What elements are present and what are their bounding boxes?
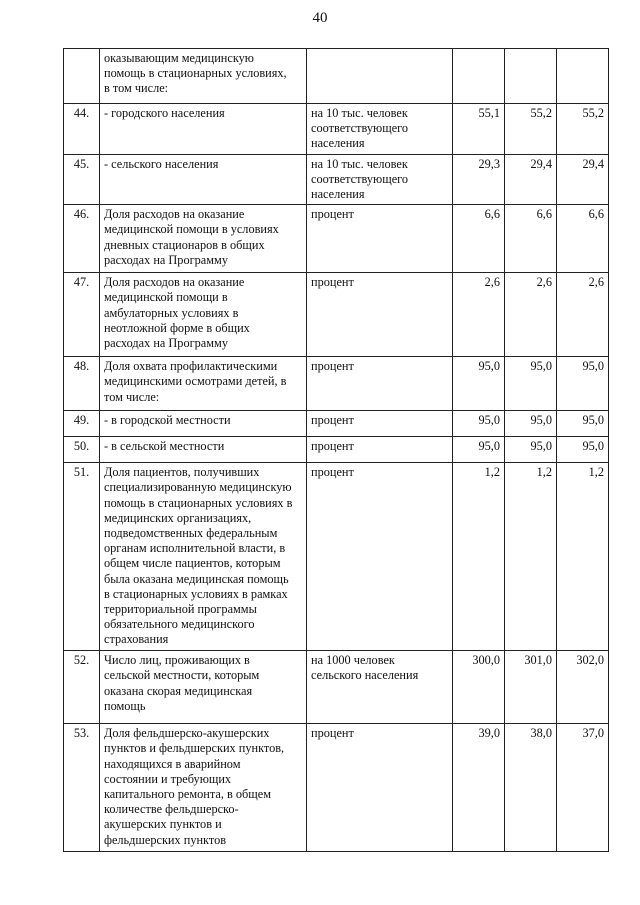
row-number: 46. xyxy=(64,205,100,273)
row-number xyxy=(64,49,100,104)
table-row xyxy=(64,104,609,155)
table-row xyxy=(64,154,609,205)
unit-of-measure: процент xyxy=(307,357,453,411)
value-year-3: 55,2 xyxy=(557,104,609,155)
value-year-3: 2,6 xyxy=(557,273,609,357)
value-year-1: 1,2 xyxy=(453,463,505,651)
indicator-name: - в сельской местности xyxy=(100,437,307,463)
indicator-name: - в городской местности xyxy=(100,411,307,437)
indicator-name: Доля охвата профилактическими медицинскими осмотрами детей, в том числе: xyxy=(100,357,307,411)
indicator-name: Число лиц, проживающих в сельской местности, которым оказана скорая медицинская помощь xyxy=(100,651,307,724)
unit-of-measure: процент xyxy=(307,273,453,357)
row-number: 52. xyxy=(64,651,100,724)
unit-of-measure: процент xyxy=(307,205,453,273)
indicator-name: Доля фельдшерско-акушерских пунктов и фельдшерских пунктов, находящихся в аварийном состоянии и требующих капитального ремонта, в общем количестве фельдшерско- акушерских пунктов и фельдшерских пунктов xyxy=(100,724,307,852)
value-year-2: 2,6 xyxy=(505,273,557,357)
value-year-3: 1,2 xyxy=(557,463,609,651)
unit-of-measure: процент xyxy=(307,463,453,651)
table-row xyxy=(64,273,609,357)
value-year-2: 1,2 xyxy=(505,463,557,651)
value-year-2: 6,6 xyxy=(505,205,557,273)
value-year-3: 29,4 xyxy=(557,154,609,205)
row-number: 49. xyxy=(64,411,100,437)
value-year-3: 95,0 xyxy=(557,437,609,463)
indicator-name: Доля расходов на оказание медицинской помощи в амбулаторных условиях в неотложной форме в общих расходах на Программу xyxy=(100,273,307,357)
indicator-name: Доля расходов на оказание медицинской помощи в условиях дневных стационаров в общих расходах на Программу xyxy=(100,205,307,273)
unit-of-measure: процент xyxy=(307,437,453,463)
value-year-3 xyxy=(557,49,609,104)
value-year-3: 6,6 xyxy=(557,205,609,273)
value-year-3: 95,0 xyxy=(557,411,609,437)
value-year-1: 95,0 xyxy=(453,357,505,411)
unit-of-measure: на 10 тыс. человек соответствующего населения xyxy=(307,154,453,205)
row-number: 47. xyxy=(64,273,100,357)
table-row xyxy=(64,205,609,273)
row-number: 48. xyxy=(64,357,100,411)
table-row xyxy=(64,411,609,437)
value-year-1: 2,6 xyxy=(453,273,505,357)
value-year-2: 55,2 xyxy=(505,104,557,155)
row-number: 50. xyxy=(64,437,100,463)
value-year-3: 37,0 xyxy=(557,724,609,852)
value-year-2: 29,4 xyxy=(505,154,557,205)
indicator-name: - городского населения xyxy=(100,104,307,155)
value-year-1: 6,6 xyxy=(453,205,505,273)
value-year-2: 38,0 xyxy=(505,724,557,852)
value-year-2: 95,0 xyxy=(505,411,557,437)
value-year-1: 29,3 xyxy=(453,154,505,205)
table-row xyxy=(64,463,609,651)
value-year-3: 302,0 xyxy=(557,651,609,724)
indicator-name: Доля пациентов, получивших специализированную медицинскую помощь в стационарных условиях в медицинских организациях, подведомственных федеральным органам исполнительной власти, в общем числе пациентов, которым была оказана медицинская помощь в стационарных условиях в рамках территориальной программы обязательного медицинского страхования xyxy=(100,463,307,651)
row-number: 44. xyxy=(64,104,100,155)
unit-of-measure: процент xyxy=(307,411,453,437)
value-year-2 xyxy=(505,49,557,104)
table-row xyxy=(64,357,609,411)
value-year-2: 95,0 xyxy=(505,357,557,411)
unit-of-measure: на 1000 человек сельского населения xyxy=(307,651,453,724)
unit-of-measure xyxy=(307,49,453,104)
indicator-name: оказывающим медицинскую помощь в стационарных условиях, в том числе: xyxy=(100,49,307,104)
table-row xyxy=(64,437,609,463)
value-year-2: 301,0 xyxy=(505,651,557,724)
value-year-1: 300,0 xyxy=(453,651,505,724)
value-year-1: 39,0 xyxy=(453,724,505,852)
table-row xyxy=(64,651,609,724)
row-number: 45. xyxy=(64,154,100,205)
table-row xyxy=(64,724,609,852)
unit-of-measure: на 10 тыс. человек соответствующего населения xyxy=(307,104,453,155)
value-year-1: 95,0 xyxy=(453,437,505,463)
row-number: 51. xyxy=(64,463,100,651)
indicators-table xyxy=(63,48,609,852)
page-number: 40 xyxy=(312,10,328,26)
value-year-1 xyxy=(453,49,505,104)
row-number: 53. xyxy=(64,724,100,852)
indicator-name: - сельского населения xyxy=(100,154,307,205)
value-year-1: 55,1 xyxy=(453,104,505,155)
value-year-2: 95,0 xyxy=(505,437,557,463)
unit-of-measure: процент xyxy=(307,724,453,852)
value-year-3: 95,0 xyxy=(557,357,609,411)
table-row xyxy=(64,49,609,104)
value-year-1: 95,0 xyxy=(453,411,505,437)
